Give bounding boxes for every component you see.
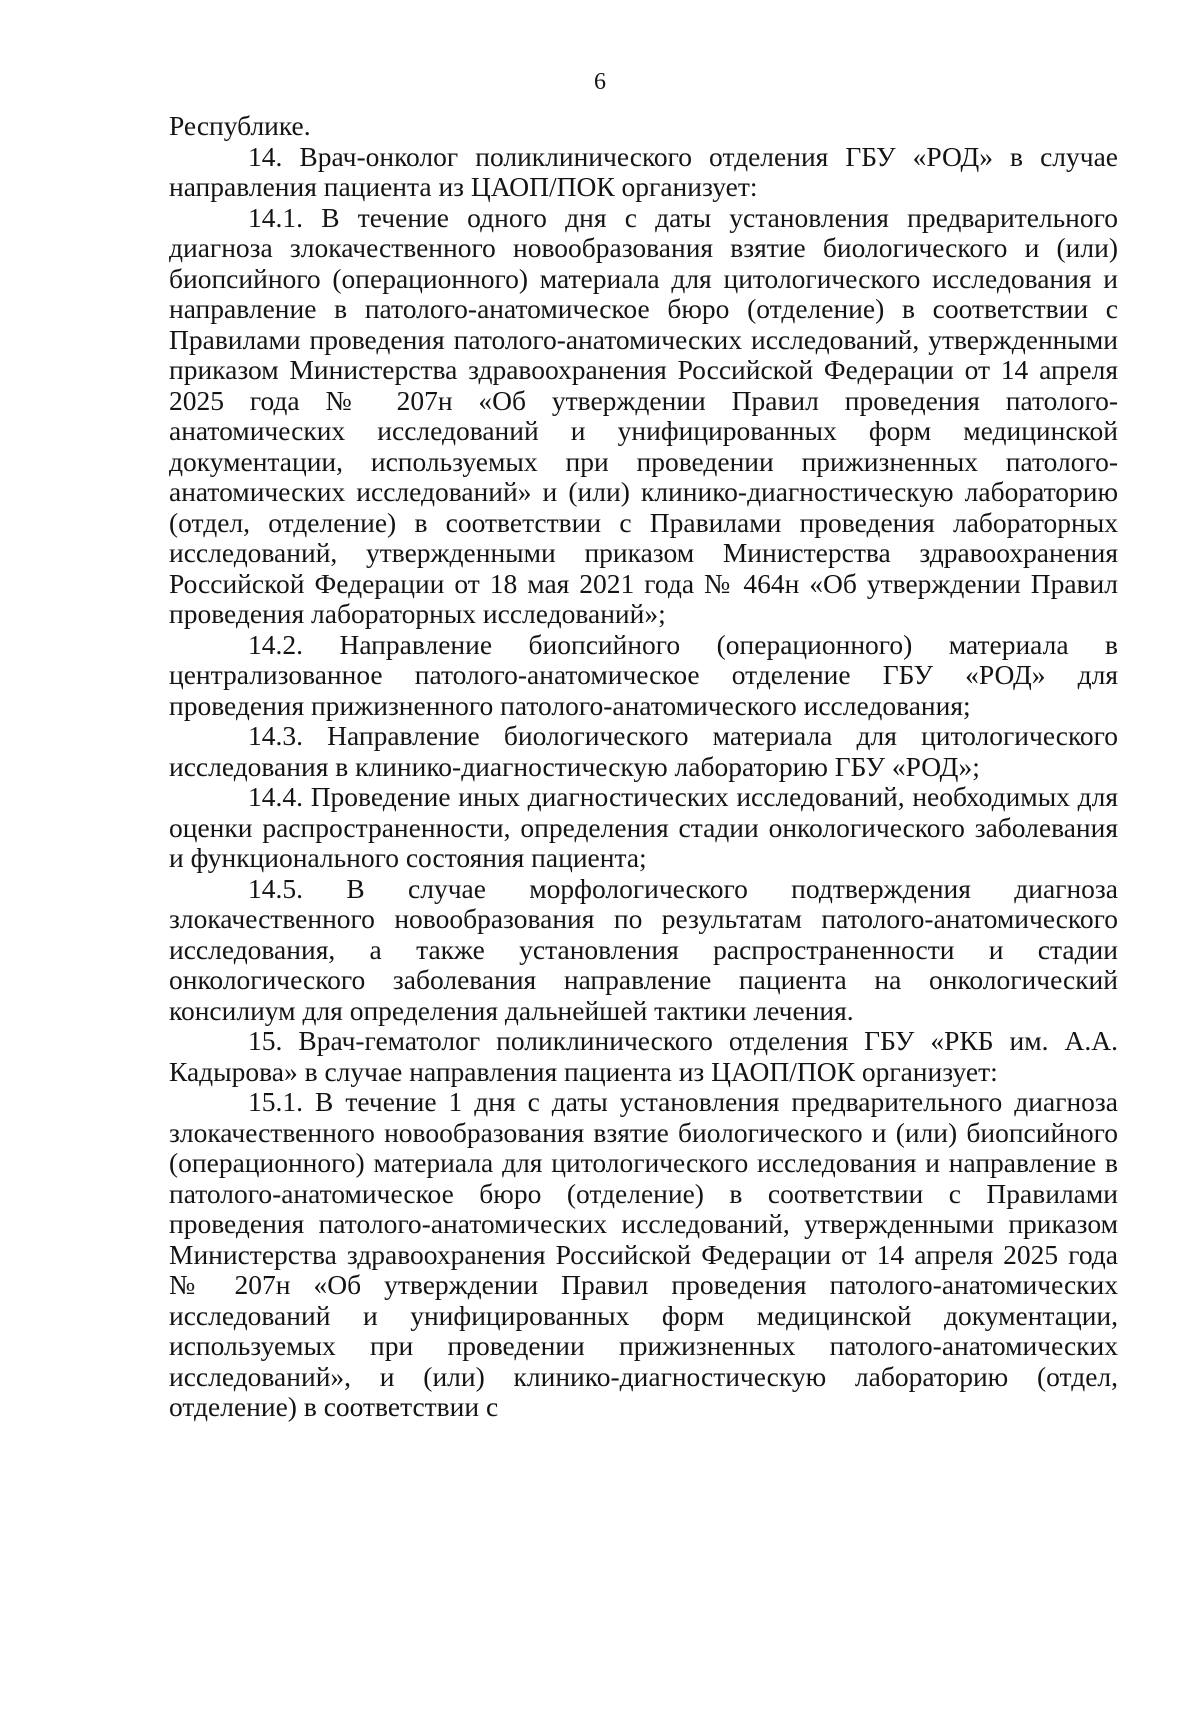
paragraph-item-14-5: 14.5. В случае морфологического подтверждения диагноза злокачественного новообразования по результатам патолого-анатомического исследования, а также установления распространенности и стадии онкологического заболевания направление пациента на онкологический консилиум для определения дальнейшей тактики лечения. xyxy=(169,872,1118,1026)
page-number: 6 xyxy=(594,69,606,95)
paragraph-item-14-2: 14.2. Направление биопсийного (операционного) материала в централизованное патолого-анатомическое отделение ГБУ «РОД» для проведения прижизненного патолого-анатомического исследования; xyxy=(169,628,1118,721)
paragraph-item-14-1: 14.1. В течение одного дня с даты установления предварительного диагноза злокачественного новообразования взятие биологического и (или) биопсийного (операционного) материала для цитологического исследования и направление в патолого-анатомическое бюро (отделение) в соответствии с Правилами проведения патолого-анатомических исследований, утвержденными приказом Министерства здравоохранения Российской Федерации от 14 апреля 2025 года № 207н «Об утверждении Правил проведения патолого-анатомических исследований и унифицированных форм медицинской документации, используемых при проведении прижизненных патолого-анатомических исследований» и (или) клинико-диагностическую лабораторию (отдел, отделение) в соответствии с Правилами проведения лабораторных исследований, утвержденными приказом Министерства здравоохранения Российской Федерации от 18 мая 2021 года № 464н «Об утверждении Правил проведения лабораторных исследований»; xyxy=(169,201,1118,629)
paragraph-continuation: Республике. xyxy=(169,110,311,141)
paragraph-item-15-1: 15.1. В течение 1 дня с даты установления предварительного диагноза злокачественного новообразования взятие биологического и (или) биопсийного (операционного) материала для цитологического исследования и направление в патолого-анатомическое бюро (отделение) в соответствии с Правилами проведения патолого-анатомических исследований, утвержденными приказом Министерства здравоохранения Российской Федерации от 14 апреля 2025 года № 207н «Об утверждении Правил проведения патолого-анатомических исследований и унифицированных форм медицинской документации, используемых при проведении прижизненных патолого-анатомических исследований», и (или) клинико-диагностическую лабораторию (отдел, отделение) в соответствии с xyxy=(169,1086,1118,1422)
paragraph-item-14-3: 14.3. Направление биологического материала для цитологического исследования в клинико-диагностическую лабораторию ГБУ «РОД»; xyxy=(169,720,1118,782)
paragraph-item-15: 15. Врач-гематолог поликлинического отделения ГБУ «РКБ им. А.А. Кадырова» в случае направления пациента из ЦАОП/ПОК организует: xyxy=(169,1025,1118,1087)
paragraph-item-14: 14. Врач-онколог поликлинического отделения ГБУ «РОД» в случае направления пациента из ЦАОП/ПОК организует: xyxy=(169,140,1118,202)
paragraph-item-14-4: 14.4. Проведение иных диагностических исследований, необходимых для оценки распространенности, определения стадии онкологического заболевания и функционального состояния пациента; xyxy=(169,781,1118,873)
document-body xyxy=(169,111,1118,1423)
